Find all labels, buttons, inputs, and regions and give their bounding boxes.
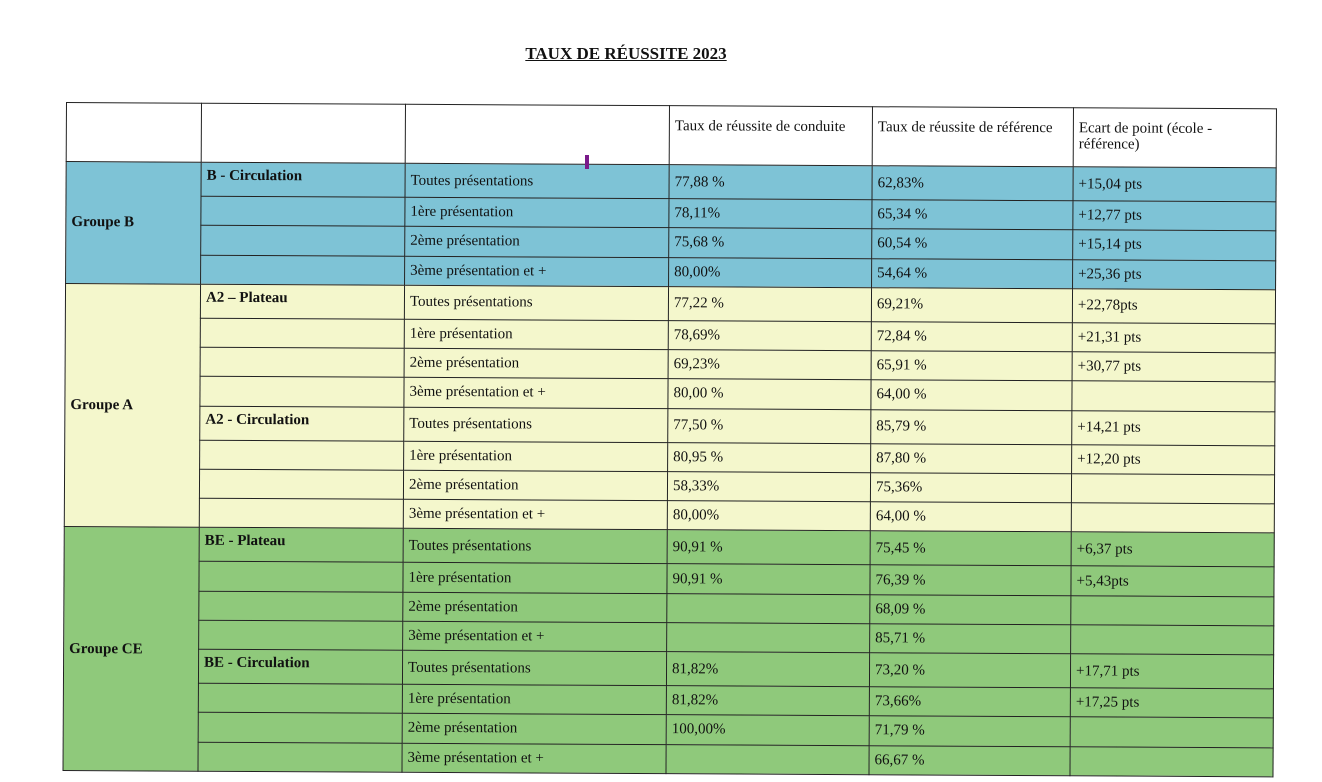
taux-reference-cell: 62,83%	[872, 166, 1073, 201]
taux-reference-cell: 85,79 %	[871, 409, 1072, 444]
table-row	[63, 741, 1273, 777]
presentation-cell: 1ère présentation	[405, 197, 669, 228]
taux-conduite-cell: 75,68 %	[669, 228, 872, 258]
taux-conduite-cell: 80,00%	[669, 257, 872, 287]
section-cell-empty	[200, 440, 404, 470]
section-label: A2 - Circulation	[200, 406, 404, 441]
presentation-cell: 2ème présentation	[405, 227, 669, 258]
section-cell-empty	[200, 347, 404, 377]
ecart-cell	[1071, 503, 1274, 533]
presentation-cell: 2ème présentation	[402, 714, 666, 745]
results-table	[62, 102, 1276, 777]
presentation-cell: Toutes présentations	[405, 163, 669, 199]
taux-reference-cell: 85,71 %	[870, 624, 1071, 654]
taux-conduite-cell	[667, 622, 870, 652]
presentation-cell: Toutes présentations	[402, 650, 666, 686]
section-cell-empty	[198, 713, 402, 743]
ecart-cell	[1071, 474, 1274, 504]
taux-conduite-cell: 90,91 %	[667, 564, 870, 594]
taux-conduite-cell	[666, 744, 869, 774]
header-ecart: Ecart de point (école - référence)	[1073, 108, 1276, 168]
taux-reference-cell: 64,00 %	[871, 380, 1072, 410]
taux-reference-cell: 66,67 %	[869, 745, 1070, 775]
ecart-cell: +6,37 pts	[1071, 532, 1274, 567]
taux-conduite-cell: 90,91 %	[667, 530, 870, 565]
taux-conduite-cell	[667, 593, 870, 623]
presentation-cell: 3ème présentation et +	[404, 378, 668, 409]
taux-conduite-cell: 78,69%	[668, 321, 871, 351]
ecart-cell	[1070, 746, 1273, 776]
taux-conduite-cell: 78,11%	[669, 199, 872, 229]
ecart-cell	[1072, 381, 1275, 411]
ecart-cell: +15,14 pts	[1073, 230, 1276, 260]
section-label: BE - Circulation	[198, 649, 402, 684]
taux-conduite-cell: 81,82%	[666, 686, 869, 716]
section-label: B - Circulation	[201, 162, 405, 197]
taux-reference-cell: 71,79 %	[869, 716, 1070, 746]
taux-reference-cell: 65,91 %	[871, 351, 1072, 381]
section-cell-empty	[199, 591, 403, 621]
taux-reference-cell: 60,54 %	[872, 229, 1073, 259]
taux-conduite-cell: 81,82%	[666, 652, 869, 687]
taux-reference-cell: 73,66%	[869, 687, 1070, 717]
taux-reference-cell: 68,09 %	[870, 594, 1071, 624]
taux-reference-cell: 65,34 %	[872, 200, 1073, 230]
taux-reference-cell: 54,64 %	[872, 258, 1073, 288]
section-cell-empty	[200, 377, 404, 407]
presentation-cell: 1ère présentation	[403, 563, 667, 594]
ecart-cell	[1071, 625, 1274, 655]
section-cell-empty	[199, 469, 403, 499]
presentation-cell: Toutes présentations	[403, 529, 667, 565]
taux-conduite-cell: 77,22 %	[668, 286, 871, 321]
taux-conduite-cell: 58,33%	[667, 472, 870, 502]
taux-reference-cell: 87,80 %	[871, 443, 1072, 473]
header-taux-conduite: Taux de réussite de conduite	[669, 106, 872, 166]
header-cell	[66, 103, 201, 163]
ecart-cell: +30,77 pts	[1072, 352, 1275, 382]
header-row	[66, 103, 1276, 168]
presentation-cell: Toutes présentations	[404, 285, 668, 321]
taux-conduite-cell: 100,00%	[666, 715, 869, 745]
taux-reference-cell: 75,45 %	[870, 531, 1071, 566]
presentation-cell: 1ère présentation	[404, 319, 668, 350]
taux-conduite-cell: 80,95 %	[668, 442, 871, 472]
group-label: Groupe CE	[63, 527, 199, 771]
group-label: Groupe B	[66, 162, 202, 284]
section-label: BE - Plateau	[199, 527, 403, 562]
taux-reference-cell: 75,36%	[870, 473, 1071, 503]
presentation-cell: 3ème présentation et +	[403, 499, 667, 530]
section-cell-empty	[199, 498, 403, 528]
presentation-cell: 1ère présentation	[404, 441, 668, 472]
ecart-cell: +25,36 pts	[1073, 259, 1276, 289]
section-cell-empty	[198, 683, 402, 713]
presentation-cell: 2ème présentation	[403, 470, 667, 501]
section-cell-empty	[200, 318, 404, 348]
taux-conduite-cell: 80,00 %	[668, 379, 871, 409]
highlight-mark	[585, 155, 589, 169]
ecart-cell: +15,04 pts	[1073, 167, 1276, 202]
taux-conduite-cell: 80,00%	[667, 501, 870, 531]
ecart-cell: +5,43pts	[1071, 566, 1274, 596]
section-cell-empty	[199, 620, 403, 650]
ecart-cell: +17,71 pts	[1070, 654, 1273, 689]
taux-reference-cell: 69,21%	[871, 287, 1072, 322]
group-label: Groupe A	[64, 283, 200, 527]
taux-reference-cell: 76,39 %	[870, 565, 1071, 595]
ecart-cell: +21,31 pts	[1072, 323, 1275, 353]
taux-conduite-cell: 77,88 %	[669, 165, 872, 200]
section-cell-empty	[201, 196, 405, 226]
section-cell-empty	[201, 226, 405, 256]
section-cell-empty	[201, 255, 405, 285]
presentation-cell: 3ème présentation et +	[405, 256, 669, 287]
taux-reference-cell: 72,84 %	[871, 322, 1072, 352]
header-cell	[201, 103, 405, 163]
section-label: A2 – Plateau	[200, 284, 404, 319]
section-cell-empty	[199, 562, 403, 592]
presentation-cell: 3ème présentation et +	[402, 743, 666, 774]
document-title: TAUX DE RÉUSSITE 2023	[525, 44, 727, 63]
taux-conduite-cell: 77,50 %	[668, 408, 871, 443]
taux-reference-cell: 64,00 %	[870, 502, 1071, 532]
section-cell-empty	[198, 742, 402, 772]
presentation-cell: Toutes présentations	[404, 407, 668, 443]
ecart-cell: +12,77 pts	[1073, 201, 1276, 231]
presentation-cell: 3ème présentation et +	[403, 621, 667, 652]
ecart-cell: +12,20 pts	[1072, 444, 1275, 474]
header-cell	[405, 104, 669, 164]
ecart-cell: +17,25 pts	[1070, 688, 1273, 718]
ecart-cell: +14,21 pts	[1072, 410, 1275, 445]
ecart-cell	[1070, 717, 1273, 747]
taux-conduite-cell: 69,23%	[668, 350, 871, 380]
presentation-cell: 2ème présentation	[403, 592, 667, 623]
header-taux-reference: Taux de réussite de référence	[872, 107, 1073, 167]
presentation-cell: 1ère présentation	[402, 684, 666, 715]
ecart-cell: +22,78pts	[1072, 289, 1275, 324]
taux-reference-cell: 73,20 %	[869, 653, 1070, 688]
ecart-cell	[1071, 595, 1274, 625]
presentation-cell: 2ème présentation	[404, 348, 668, 379]
